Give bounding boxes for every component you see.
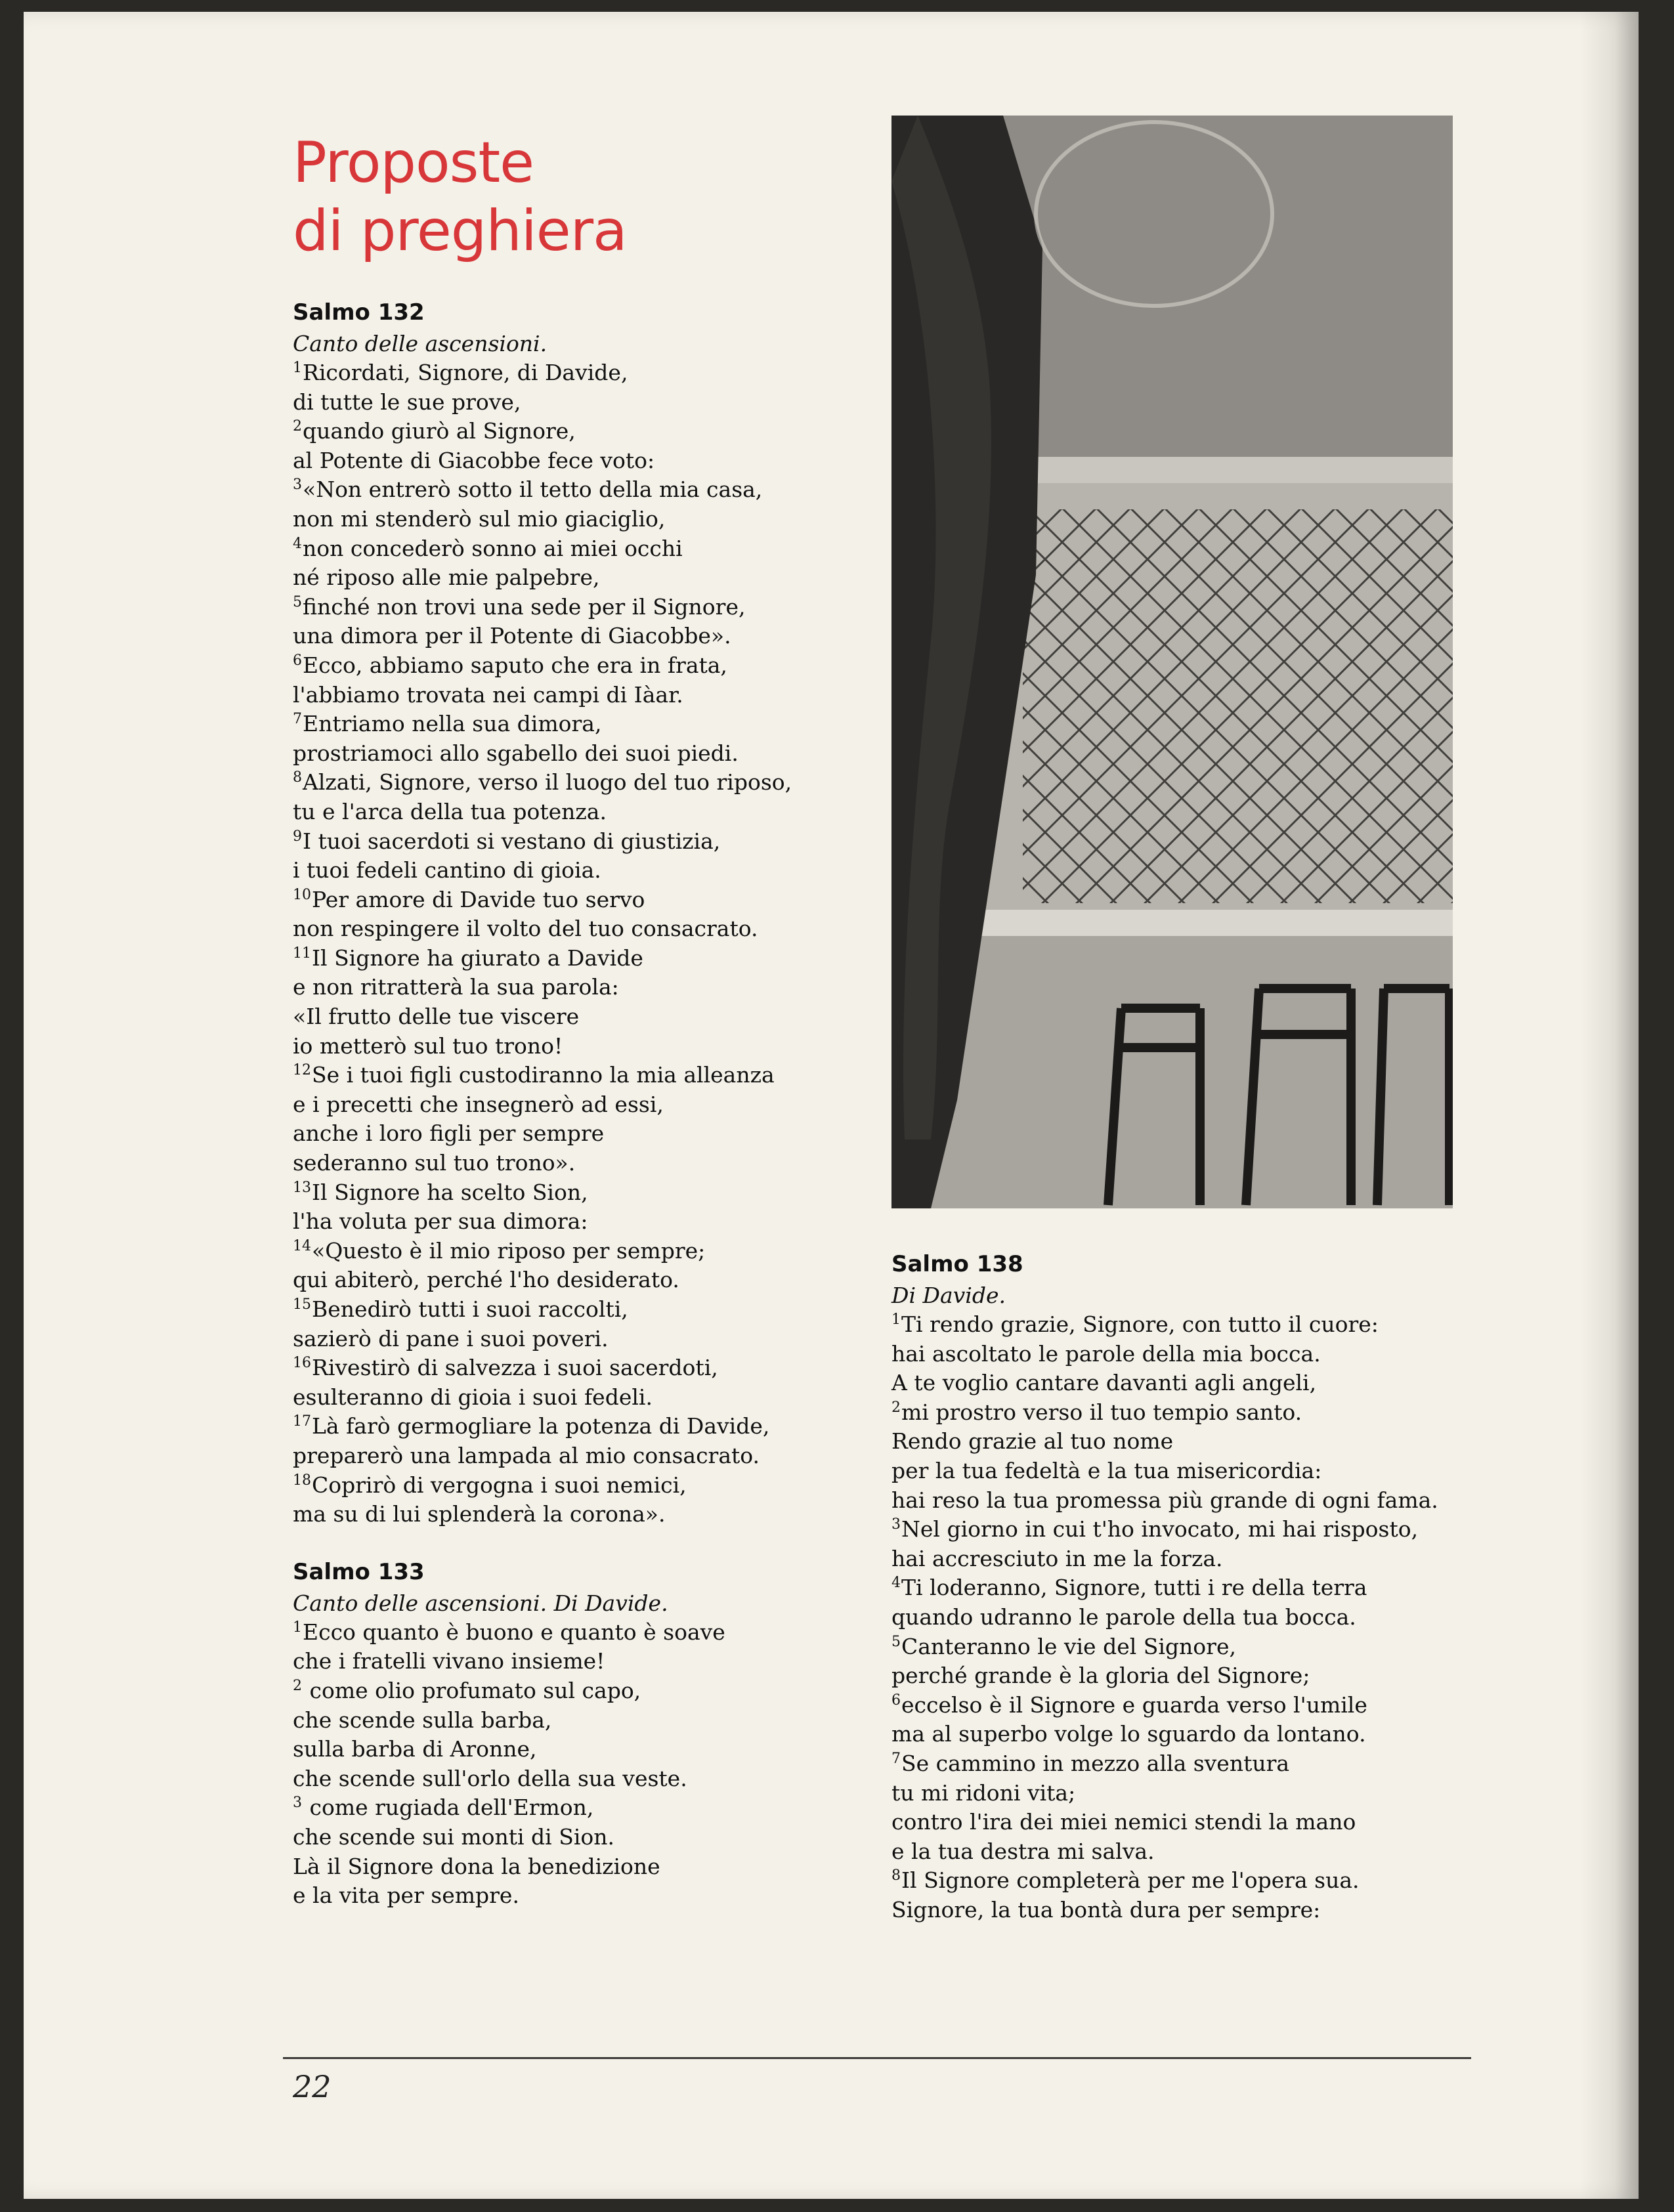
verse-text: ma su di lui splenderà la corona».: [293, 1501, 666, 1527]
verse-line: [891, 1340, 1502, 1369]
magazine-page: [24, 12, 1639, 2199]
verse-number: 13: [293, 1179, 311, 1196]
psalm-132-heading: Salmo 132: [293, 299, 425, 326]
verse-text: Ti loderanno, Signore, tutti i re della terra: [901, 1575, 1367, 1601]
verse-text: ma al superbo volge lo sguardo da lontano.: [891, 1721, 1366, 1747]
verse-line: [293, 973, 910, 1002]
verse-text: Canteranno le vie del Signore,: [901, 1633, 1236, 1659]
verse-text: perché grande è la gloria del Signore;: [891, 1663, 1310, 1689]
verse-text: non concederò sonno ai miei occhi: [303, 535, 683, 561]
verse-line: [891, 1544, 1502, 1574]
verse-text: come rugiada dell'Ermon,: [303, 1795, 594, 1821]
verse-line: [293, 651, 910, 681]
crucifix-photo: [891, 116, 1453, 1208]
verse-number: 17: [293, 1413, 311, 1430]
verse-number: 11: [293, 945, 311, 962]
verse-text: qui abiterò, perché l'ho desiderato.: [293, 1267, 679, 1293]
verse-line: [293, 768, 910, 798]
verse-text: una dimora per il Potente di Giacobbe».: [293, 623, 731, 649]
verse-number: 16: [293, 1355, 311, 1372]
page-title-line-1: Proposte: [293, 130, 534, 196]
verse-number: 10: [293, 886, 311, 903]
verse-line: [891, 1310, 1502, 1340]
verse-text: hai reso la tua promessa più grande di ogni fama.: [891, 1487, 1438, 1513]
page-title: [293, 129, 627, 265]
verse-line: [293, 710, 910, 739]
verse-line: [293, 681, 910, 710]
verse-text: Il Signore ha scelto Sion,: [312, 1179, 588, 1205]
verse-text: hai ascoltato le parole della mia bocca.: [891, 1340, 1321, 1367]
verse-text: e la tua destra mi salva.: [891, 1838, 1155, 1864]
verse-line: [293, 1764, 910, 1794]
verse-line: [891, 1457, 1502, 1486]
verse-number: 2: [293, 1677, 302, 1694]
verse-text: io metterò sul tuo trono!: [293, 1032, 563, 1059]
verse-text: Là il Signore dona la benedizione: [293, 1853, 660, 1879]
psalm-138-section: [891, 1249, 1502, 1925]
verse-number: 14: [293, 1237, 311, 1254]
verse-text: preparerò una lampada al mio consacrato.: [293, 1442, 760, 1468]
verse-text: Signore, la tua bontà dura per sempre:: [891, 1896, 1321, 1923]
verse-text: Coprirò di vergogna i suoi nemici,: [312, 1472, 687, 1498]
verse-text: che scende sull'orlo della sua veste.: [293, 1765, 687, 1791]
verse-line: [293, 1061, 910, 1090]
verse-line: [891, 1691, 1502, 1720]
verse-text: sederanno sul tuo trono».: [293, 1150, 576, 1176]
verse-number: 2: [293, 418, 302, 435]
verse-number: 12: [293, 1062, 311, 1079]
verse-line: [293, 1266, 910, 1295]
psalm-133-verses: [293, 1618, 910, 1911]
verse-line: [293, 1412, 910, 1441]
verse-line: [293, 1500, 910, 1529]
verse-text: di tutte le sue prove,: [293, 389, 521, 415]
verse-text: Benedirò tutti i suoi raccolti,: [312, 1296, 628, 1322]
verse-text: Rendo grazie al tuo nome: [891, 1428, 1174, 1455]
verse-text: né riposo alle mie palpebre,: [293, 564, 600, 591]
verse-line: [293, 1471, 910, 1500]
verse-text: I tuoi sacerdoti si vestano di giustizia,: [303, 828, 721, 854]
verse-text: i tuoi fedeli cantino di gioia.: [293, 857, 601, 883]
verse-text: tu e l'arca della tua potenza.: [293, 798, 607, 824]
page-number: 22: [293, 2069, 332, 2104]
psalm-133-section: [293, 1557, 910, 1911]
verse-text: Ricordati, Signore, di Davide,: [303, 360, 628, 385]
verse-line: [891, 1632, 1502, 1662]
verse-text: sulla barba di Aronne,: [293, 1736, 537, 1762]
verse-text: Ecco, abbiamo saputo che era in frata,: [303, 652, 727, 678]
verse-text: che scende sui monti di Sion.: [293, 1823, 614, 1850]
verse-line: [293, 1207, 910, 1237]
verse-text: finché non trovi una sede per il Signore,: [303, 593, 746, 620]
verse-line: [891, 1486, 1502, 1516]
verse-text: per la tua fedeltà e la tua misericordia:: [891, 1457, 1322, 1483]
psalm-138-heading: Salmo 138: [891, 1251, 1023, 1277]
verse-line: [293, 475, 910, 505]
psalm-133-heading: Salmo 133: [293, 1558, 425, 1585]
verse-text: e i precetti che insegnerò ad essi,: [293, 1091, 664, 1117]
verse-line: [293, 739, 910, 769]
section-gap: [293, 1529, 910, 1557]
verse-line: [293, 1647, 910, 1676]
verse-text: mi prostro verso il tuo tempio santo.: [901, 1399, 1302, 1425]
verse-text: Ti rendo grazie, Signore, con tutto il cuore:: [901, 1311, 1379, 1337]
verse-line: [293, 1325, 910, 1354]
verse-text: «Questo è il mio riposo per sempre;: [312, 1237, 706, 1264]
page-edge-shadow: [1579, 12, 1639, 2199]
verse-number: 3: [891, 1516, 901, 1533]
verse-line: [293, 1295, 910, 1325]
verse-text: Nel giorno in cui t'ho invocato, mi hai risposto,: [901, 1516, 1419, 1542]
verse-line: [891, 1398, 1502, 1428]
verse-text: quando udranno le parole della tua bocca.: [891, 1604, 1356, 1630]
verse-text: non respingere il volto del tuo consacrato.: [293, 916, 758, 942]
verse-text: Là farò germogliare la potenza di Davide,: [312, 1413, 770, 1439]
page-title-line-2: di preghiera: [293, 198, 627, 264]
psalm-138-subtitle: Di Davide.: [891, 1283, 1006, 1308]
psalm-132-section: [293, 297, 910, 1529]
verse-line: [293, 593, 910, 622]
verse-line: [891, 1720, 1502, 1749]
verse-number: 18: [293, 1472, 311, 1489]
verse-line: [293, 1676, 910, 1706]
verse-line: [891, 1603, 1502, 1632]
verse-text: Se cammino in mezzo alla sventura: [901, 1750, 1290, 1776]
verse-line: [293, 505, 910, 534]
verse-text: Il Signore ha giurato a Davide: [312, 945, 643, 971]
verse-line: [293, 1735, 910, 1764]
verse-text: che i fratelli vivano insieme!: [293, 1648, 605, 1674]
verse-number: 8: [293, 769, 302, 786]
right-column: [891, 1249, 1502, 1925]
footer-rule: [283, 2057, 1471, 2059]
verse-line: [293, 1178, 910, 1208]
psalm-133-subtitle: Canto delle ascensioni. Di Davide.: [293, 1590, 668, 1616]
verse-line: [293, 388, 910, 417]
verse-line: [891, 1369, 1502, 1398]
verse-line: [293, 417, 910, 446]
verse-line: [293, 798, 910, 827]
verse-line: [293, 1852, 910, 1882]
verse-number: 4: [293, 535, 302, 552]
verse-line: [293, 534, 910, 564]
verse-line: [293, 1793, 910, 1823]
verse-text: quando giurò al Signore,: [303, 418, 576, 444]
verse-line: [293, 1237, 910, 1266]
verse-text: hai accresciuto in me la forza.: [891, 1545, 1223, 1571]
verse-number: 2: [891, 1399, 901, 1416]
crucifix-photo-icon: [891, 116, 1453, 1208]
verse-text: «Non entrerò sotto il tetto della mia casa,: [303, 477, 763, 503]
verse-line: [891, 1427, 1502, 1457]
verse-text: che scende sulla barba,: [293, 1707, 552, 1733]
verse-text: prostriamoci allo sgabello dei suoi piedi.: [293, 740, 739, 766]
verse-number: 6: [293, 652, 302, 669]
verse-text: A te voglio cantare davanti agli angeli,: [891, 1370, 1317, 1396]
verse-line: [293, 358, 910, 388]
verse-line: [293, 1032, 910, 1061]
verse-line: [891, 1779, 1502, 1808]
verse-text: l'ha voluta per sua dimora:: [293, 1208, 588, 1235]
verse-number: 6: [891, 1691, 901, 1709]
verse-text: «Il frutto delle tue viscere: [293, 1004, 580, 1030]
verse-text: non mi stenderò sul mio giaciglio,: [293, 505, 666, 532]
verse-text: esulteranno di gioia i suoi fedeli.: [293, 1384, 653, 1410]
verse-number: 7: [891, 1750, 901, 1767]
verse-text: anche i loro figli per sempre: [293, 1120, 605, 1147]
verse-text: Il Signore completerà per me l'opera sua.: [901, 1867, 1360, 1894]
verse-line: [293, 1149, 910, 1178]
verse-line: [293, 1002, 910, 1032]
verse-line: [293, 914, 910, 944]
verse-number: 5: [891, 1633, 901, 1650]
verse-text: Ecco quanto è buono e quanto è soave: [303, 1619, 725, 1645]
verse-line: [293, 856, 910, 885]
verse-text: al Potente di Giacobbe fece voto:: [293, 447, 655, 473]
verse-line: [293, 1441, 910, 1471]
verse-text: e non ritratterà la sua parola:: [293, 974, 619, 1000]
verse-line: [293, 1823, 910, 1852]
verse-line: [293, 563, 910, 593]
verse-number: 1: [293, 360, 302, 376]
verse-text: l'abbiamo trovata nei campi di Iàar.: [293, 681, 683, 708]
left-column: [293, 297, 910, 1911]
verse-number: 8: [891, 1867, 901, 1884]
verse-text: Rivestirò di salvezza i suoi sacerdoti,: [312, 1355, 718, 1381]
verse-line: [891, 1837, 1502, 1867]
verse-text: contro l'ira dei miei nemici stendi la mano: [891, 1809, 1356, 1835]
verse-line: [293, 446, 910, 476]
verse-number: 4: [891, 1575, 901, 1592]
verse-text: e la vita per sempre.: [293, 1882, 519, 1909]
verse-number: 7: [293, 711, 302, 728]
verse-text: sazierò di pane i suoi poveri.: [293, 1325, 609, 1351]
psalm-132-verses: [293, 358, 910, 1529]
verse-number: 3: [293, 1795, 302, 1812]
verse-line: [293, 1706, 910, 1735]
verse-line: [891, 1866, 1502, 1896]
verse-number: 3: [293, 477, 302, 494]
verse-line: [293, 944, 910, 973]
verse-line: [293, 1353, 910, 1383]
verse-line: [293, 827, 910, 857]
verse-line: [293, 1881, 910, 1911]
verse-text: Entriamo nella sua dimora,: [303, 711, 602, 737]
psalm-132-subtitle: Canto delle ascensioni.: [293, 331, 547, 356]
verse-text: come olio profumato sul capo,: [303, 1677, 641, 1703]
verse-line: [891, 1808, 1502, 1837]
verse-line: [891, 1515, 1502, 1544]
verse-line: [293, 1383, 910, 1413]
verse-text: tu mi ridoni vita;: [891, 1779, 1076, 1806]
verse-line: [293, 622, 910, 651]
verse-number: 1: [891, 1311, 901, 1328]
verse-text: Se i tuoi figli custodiranno la mia alleanza: [312, 1062, 775, 1088]
verse-number: 5: [293, 593, 302, 610]
verse-text: Alzati, Signore, verso il luogo del tuo riposo,: [303, 769, 792, 796]
verse-text: Per amore di Davide tuo servo: [312, 886, 645, 912]
verse-line: [891, 1661, 1502, 1691]
verse-line: [293, 1090, 910, 1120]
verse-line: [891, 1896, 1502, 1925]
verse-number: 15: [293, 1296, 311, 1313]
verse-text: eccelso è il Signore e guarda verso l'umile: [901, 1691, 1367, 1718]
verse-line: [293, 1119, 910, 1149]
verse-line: [293, 885, 910, 915]
verse-line: [293, 1618, 910, 1648]
verse-line: [891, 1749, 1502, 1779]
verse-line: [891, 1573, 1502, 1603]
verse-number: 1: [293, 1619, 302, 1636]
verse-number: 9: [293, 828, 302, 845]
psalm-138-verses: [891, 1310, 1502, 1925]
